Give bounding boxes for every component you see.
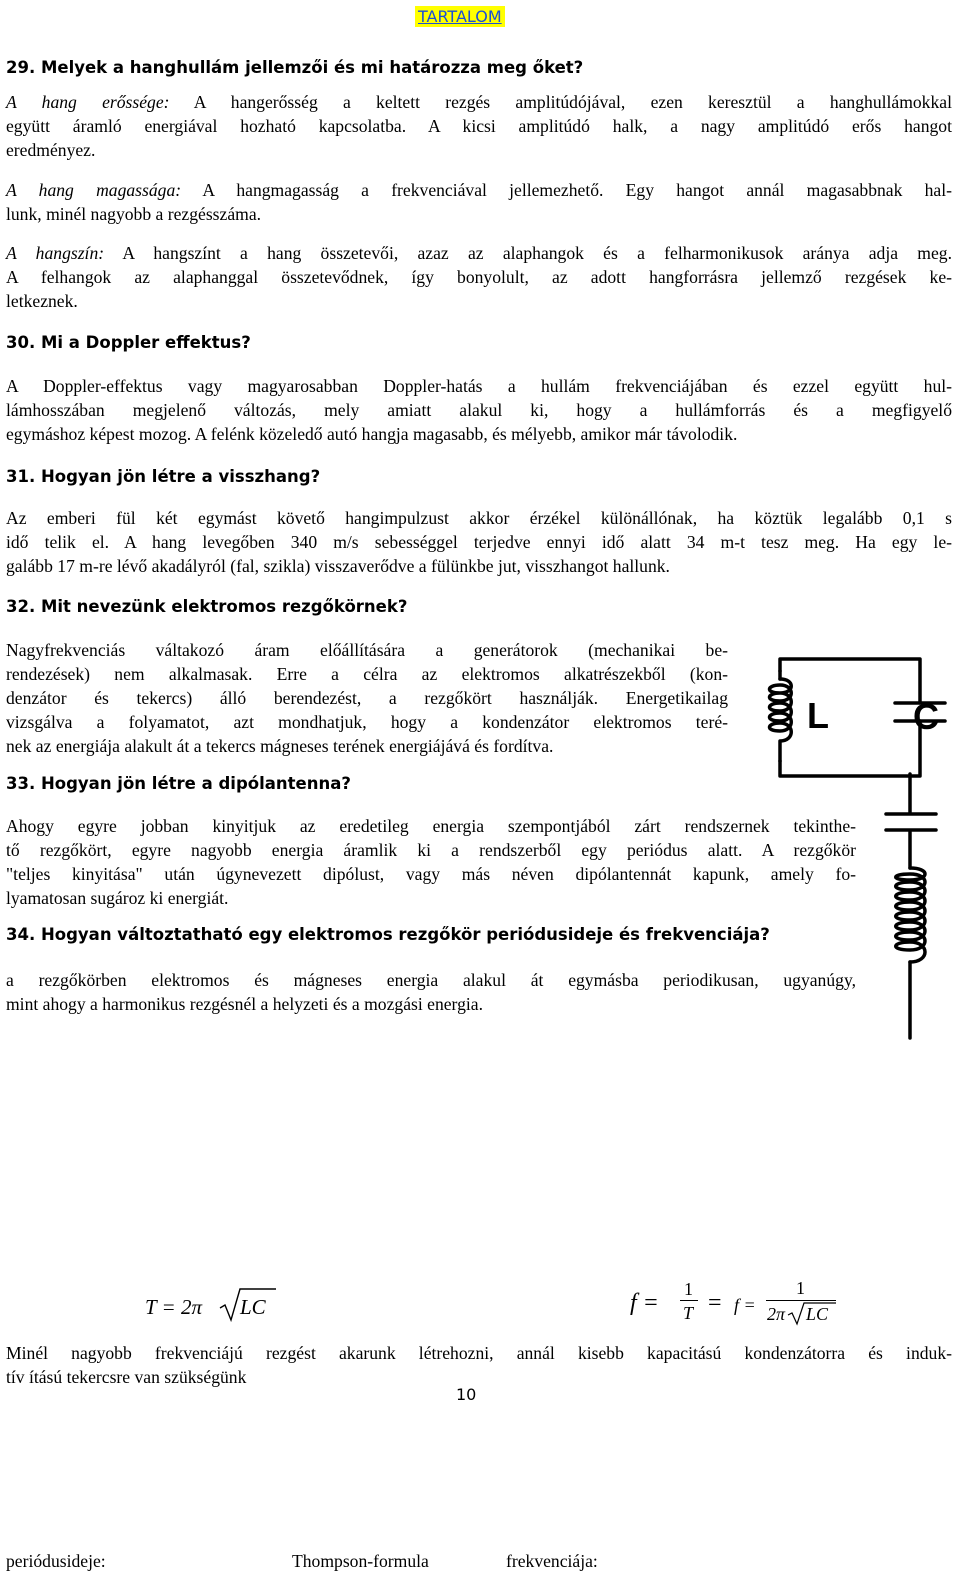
text-line: mint ahogy a harmonikus rezgésnél a helyzeti és a mozgási energia. xyxy=(6,994,483,1015)
toc-link[interactable]: TARTALOM xyxy=(415,6,505,27)
paragraph-periodusido xyxy=(6,968,856,1016)
text-line: tív ítású tekercsre van szükségünk xyxy=(6,1367,247,1388)
text-line: A hangerősség a keltett rezgés amplitúdójával, ezen keresztül a hanghullámokkal xyxy=(193,91,952,112)
heading-q31: 31. Hogyan jön létre a visszhang? xyxy=(6,466,321,486)
text-line: A Doppler-effektus vagy magyarosabban Doppler-hatás a hullám frekvenciájában és ezzel együtt hul- xyxy=(6,376,952,397)
dipole-antenna-diagram xyxy=(870,770,955,1040)
text-line: galább 17 m-re lévő akadályról (fal, szikla) visszaverődve a fülünkbe jut, visszhangot hallunk. xyxy=(6,555,670,576)
term-label: A hang magassága: xyxy=(6,180,182,201)
circuit-wire xyxy=(780,721,920,776)
text-line: nek az energiája alakult át a tekercs mágneses terének energiájává és fordítva. xyxy=(6,736,554,757)
page-number: 10 xyxy=(456,1385,477,1404)
text-line: Az emberi fül két egymást követő hangimpulzust akkor érzékel különállónak, ha köztük legalább 0,1 s xyxy=(6,507,952,528)
heading-q33: 33. Hogyan jön létre a dipólantenna? xyxy=(6,773,351,793)
paragraph-doppler xyxy=(6,374,952,446)
text-line: rendezések) nem alkalmasak. Erre a célra az elektromos alkatrészekből (kon- xyxy=(6,664,728,685)
freq-label: frekvenciája: xyxy=(506,1551,598,1571)
equals-sign: = xyxy=(708,1290,722,1317)
paragraph-dipolantenna xyxy=(6,814,856,910)
paragraph-rezgokor xyxy=(6,638,728,758)
freq2-den: 2π xyxy=(767,1303,786,1324)
lc-circuit-diagram xyxy=(755,641,955,791)
freq-fraction-num: 1 xyxy=(684,1278,693,1299)
text-line: Ahogy egyre jobban kinyitjuk az eredetileg energia szempontjából zárt rendszernek tekinthe- xyxy=(6,815,856,836)
capacitor-label: C xyxy=(913,695,939,737)
text-line: együtt áramló energiával hozható kapcsolatba. A kicsi amplitúdó halk, a nagy amplitúdó erős hangot xyxy=(6,115,952,136)
freq2-radicand: LC xyxy=(806,1303,829,1324)
inductor-label: L xyxy=(807,694,829,736)
heading-q34: 34. Hogyan változtatható egy elektromos rezgőkör periódusideje és frekvenciája? xyxy=(6,925,770,945)
period-label: periódusideje: xyxy=(6,1551,106,1571)
term-label: A hangszín: xyxy=(6,243,105,264)
text-line: denzátor és tekercs) álló berendezést, a rezgőkört használják. Energetikailag xyxy=(6,688,728,709)
text-line: vizsgálva a folyamatot, azt mondhatjuk, hogy a kondenzátor elektromos teré- xyxy=(6,712,728,733)
text-line: lunk, minél nagyobb a rezgésszáma. xyxy=(6,204,262,225)
inductor-coil xyxy=(769,679,791,761)
circuit-wire xyxy=(780,659,920,703)
text-line: lámhosszában megjelenő változás, mely amiatt alakul ki, hogy a hullámforrás és a megfigyelő xyxy=(6,400,952,421)
text-line: A hangmagasság a frekvenciával jellemezhető. Egy hangot annál magasabbnak hal- xyxy=(202,180,952,201)
term-label: A hang erőssége: xyxy=(6,91,170,112)
text-line: Nagyfrekvenciás váltakozó áram előállítására a generátorok (mechanikai be- xyxy=(6,640,728,661)
heading-q29: 29. Melyek a hanghullám jellemzői és mi határozza meg őket? xyxy=(6,58,584,77)
paragraph-hangszin xyxy=(6,241,952,313)
paragraph-hang-magassaga xyxy=(6,178,952,226)
text-line: letkeznek. xyxy=(6,291,78,312)
paragraph-frekvencia xyxy=(6,1341,952,1389)
period-formula xyxy=(145,1295,202,1320)
freq-formula-f2: f = xyxy=(734,1294,756,1315)
heading-q32: 32. Mit nevezünk elektromos rezgőkörnek? xyxy=(6,597,408,617)
formula-name: Thompson-formula xyxy=(292,1551,429,1571)
paragraph-hang-erossege xyxy=(6,90,952,162)
text-line: Minél nagyobb frekvenciájú rezgést akarunk létrehozni, annál kisebb kapacitású kondenzátorra és induk- xyxy=(6,1343,952,1364)
text-line: a rezgőkörben elektromos és mágneses energia alakul át egymásba periodikusan, ugyanúgy, xyxy=(6,970,856,991)
text-line: tő rezgőkört, egyre nagyobb energia áramlik ki a rendszerből egy periódus alatt. A rezgőkör xyxy=(6,839,856,860)
text-line: lyamatosan sugároz ki energiát. xyxy=(6,887,229,908)
formula-text: T = 2π xyxy=(145,1294,202,1319)
heading-q30: 30. Mi a Doppler effektus? xyxy=(6,332,251,352)
text-line: A felhangok az alaphanggal összetevődnek, így bonyolult, az adott hangforrásra jellemző rezgések ke- xyxy=(6,267,952,288)
text-line: eredményez. xyxy=(6,139,96,160)
freq-formula-f: f = xyxy=(630,1290,659,1317)
text-line: "teljes kinyitása" után úgynevezett dipólust, vagy más néven dipólantennát kapunk, amely fo- xyxy=(6,863,856,884)
text-line: A hangszínt a hang összetevői, azaz az alaphangok és a felharmonikusok aránya adja meg. xyxy=(122,243,952,264)
fraction-bar xyxy=(680,1300,698,1301)
freq-fraction-den: T xyxy=(683,1302,694,1323)
paragraph-visszhang xyxy=(6,506,952,578)
antenna-coil xyxy=(896,868,925,962)
freq2-num: 1 xyxy=(796,1277,805,1298)
text-line: idő telik el. A hang levegőben 340 m/s sebességgel terjedve ennyi idő alatt 34 m-t tesz meg. Ha egy le- xyxy=(6,531,952,552)
text-line: egymáshoz képest mozog. A felénk közeledő autó hangja magasabb, és mélyebb, amikor már távolodik. xyxy=(6,424,738,445)
period-radicand: LC xyxy=(240,1294,266,1319)
